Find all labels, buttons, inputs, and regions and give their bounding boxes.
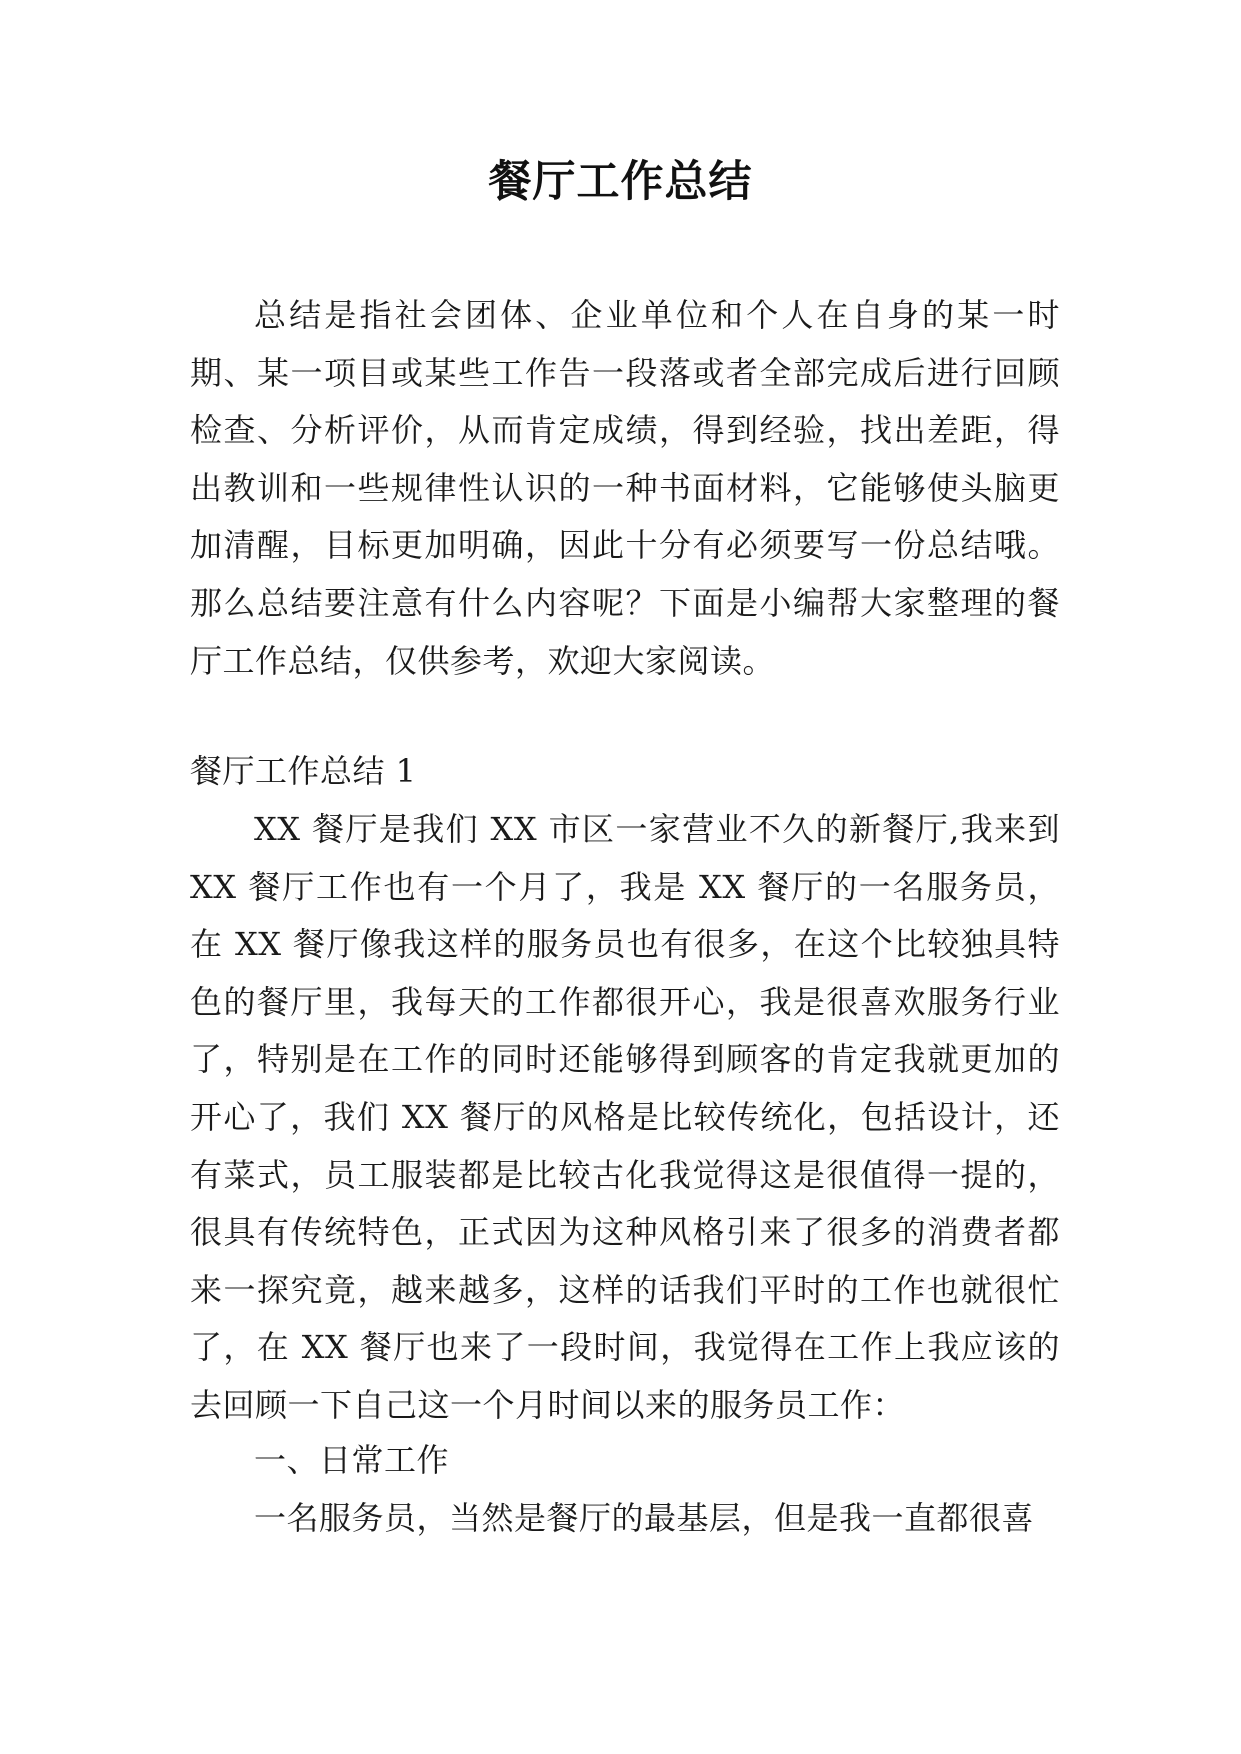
section-heading: 餐厅工作总结 1 <box>190 752 417 790</box>
body-paragraph: 一名服务员，当然是餐厅的最基层，但是我一直都很喜 <box>254 1499 1035 1537</box>
body-paragraph: XX 餐厅是我们 XX 市区一家营业不久的新餐厅,我来到 XX 餐厅工作也有一个月了，我是 XX 餐厅的一名服务员，在 XX 餐厅像我这样的服务员也有很多，在这个比较独具特色的餐厅里，我每天的工作都很开心，我是很喜欢服务行业了，特别是在工作的同时还能够得到顾客的肯定我就更加的开心了，我们 XX 餐厅的风格是比较传统化，包括设计，还有菜式，员工服装都是比较古化我觉得这是很值得一提的，很具有传统特色，正式因为这种风格引来了很多的消费者都来一探究竟，越来越多，这样的话我们平时的工作也就很忙了，在 XX 餐厅也来了一段时间，我觉得在工作上我应该的去回顾一下自己这一个月时间以来的服务员工作： <box>190 810 1060 1424</box>
document-title: 餐厅工作总结 <box>488 157 753 207</box>
intro-paragraph: 总结是指社会团体、企业单位和个人在自身的某一时期、某一项目或某些工作告一段落或者全部完成后进行回顾检查、分析评价，从而肯定成绩，得到经验，找出差距，得出教训和一些规律性认识的一种书面材料，它能够使头脑更加清醒，目标更加明确，因此十分有必须要写一份总结哦。那么总结要注意有什么内容呢？下面是小编帮大家整理的餐厅工作总结，仅供参考，欢迎大家阅读。 <box>190 296 1060 680</box>
subsection-heading: 一、日常工作 <box>254 1441 450 1479</box>
